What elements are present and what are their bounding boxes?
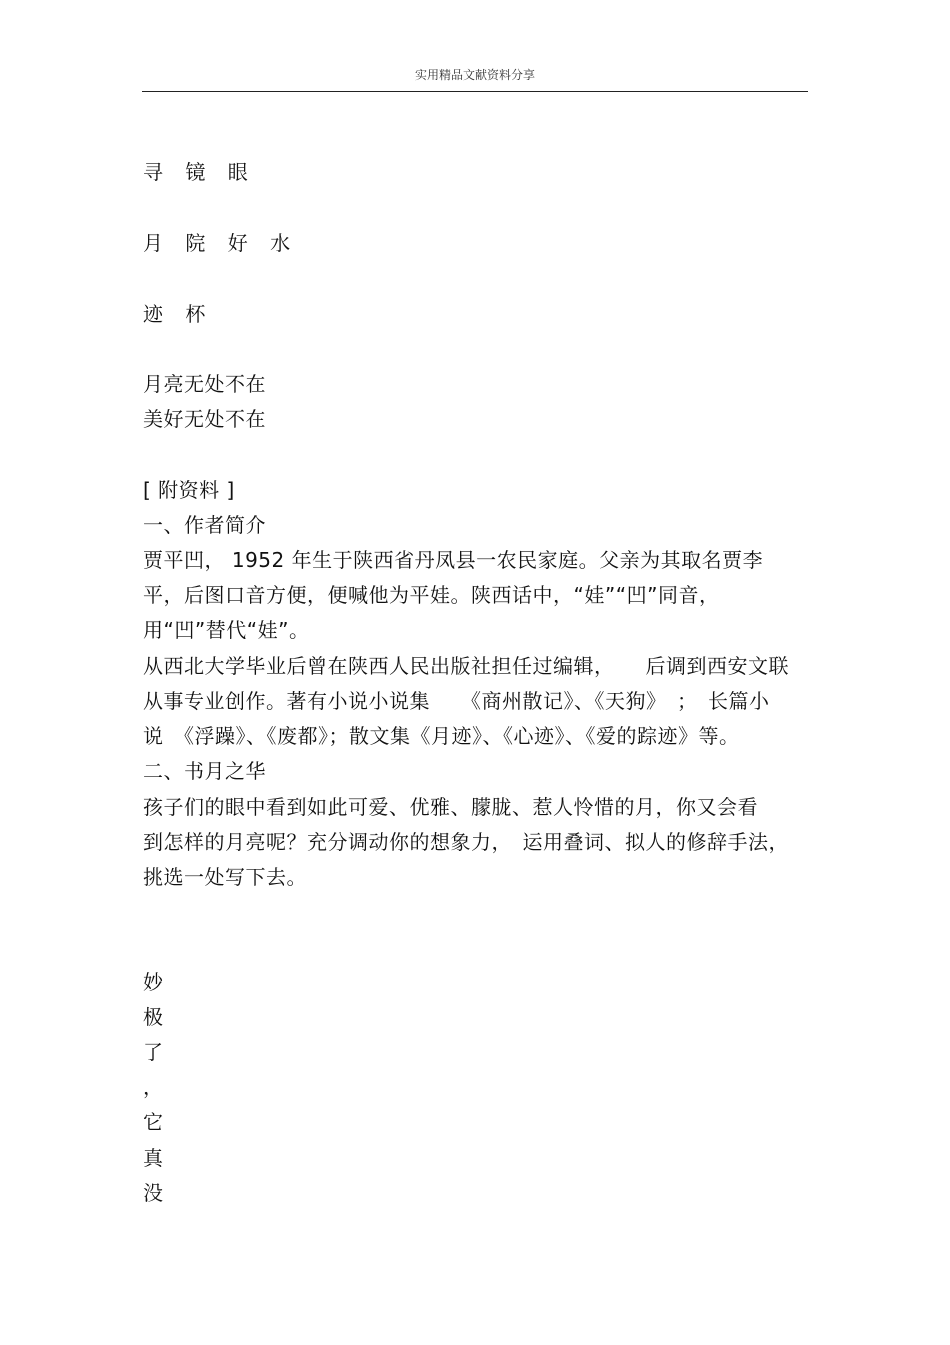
vertical-char: 真 — [143, 1146, 164, 1170]
section1-title: 一、作者简介 — [143, 513, 266, 537]
vertical-char: 了 — [143, 1040, 164, 1064]
vertical-char: 极 — [143, 1005, 164, 1029]
section1-line-6: 说 《浮躁》、《废都》；散文集《月迹》、《心迹》、《爱的踪迹》等。 — [143, 724, 740, 748]
section2-title: 二、书月之华 — [143, 759, 266, 783]
section1-line-1: 贾平凹， 1952 年生于陕西省丹凤县一农民家庭。父亲为其取名贾李 — [143, 548, 764, 572]
poem-line-1: 寻 镜 眼 — [143, 160, 256, 184]
section1-line-3: 用“凹”替代“娃”。 — [143, 618, 310, 642]
appendix-heading: [ 附资料 ] — [143, 478, 235, 502]
section1-line-2: 平，后图口音方便，便喊他为平娃。陕西话中，“娃”“凹”同音， — [143, 583, 720, 607]
poem-closing-1: 月亮无处不在 — [143, 372, 266, 396]
vertical-char: 没 — [143, 1181, 164, 1205]
poem-line-3: 迹 杯 — [143, 302, 214, 326]
vertical-char: 它 — [143, 1110, 164, 1134]
section2-line-1: 孩子们的眼中看到如此可爱、优雅、朦胧、惹人怜惜的月，你又会看 — [143, 795, 758, 819]
vertical-char: 妙 — [143, 970, 164, 994]
section1-line-4: 从西北大学毕业后曾在陕西人民出版社担任过编辑， 后调到西安文联 — [143, 654, 789, 678]
page-header: 实用精品文献资料分享 — [414, 68, 535, 82]
vertical-char: ， — [143, 1075, 164, 1099]
section2-line-2: 到怎样的月亮呢？充分调动你的想象力， 运用叠词、拟人的修辞手法， — [143, 830, 789, 854]
header-divider — [142, 91, 808, 92]
poem-line-2: 月 院 好 水 — [143, 231, 299, 255]
section1-line-5: 从事专业创作。著有小说小说集 《商州散记》、《天狗》 ； 长篇小 — [143, 689, 770, 713]
poem-closing-2: 美好无处不在 — [143, 407, 266, 431]
section2-line-3: 挑选一处写下去。 — [143, 865, 307, 889]
